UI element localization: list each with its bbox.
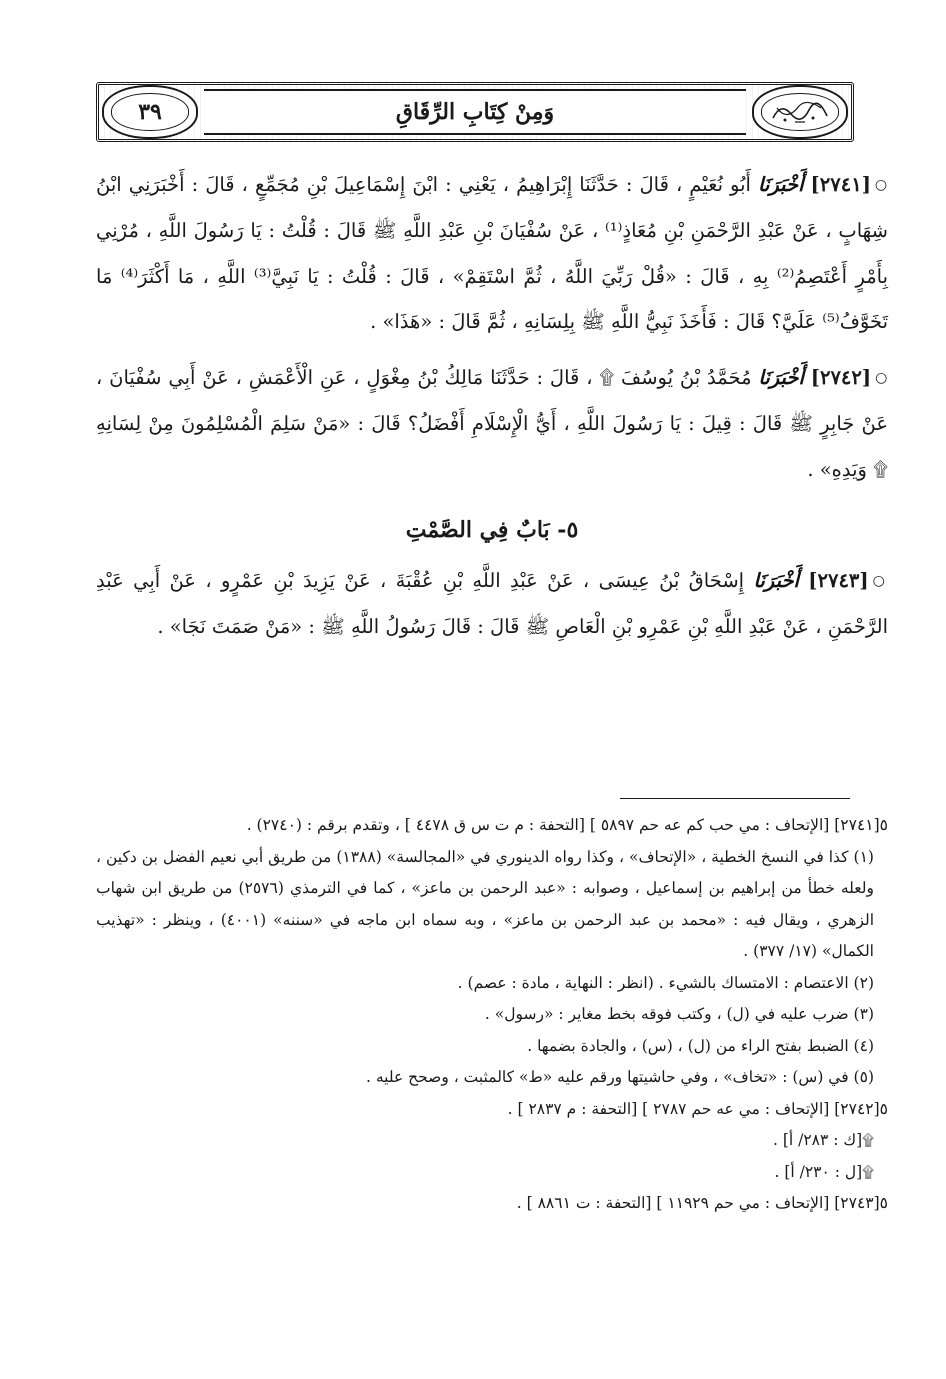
footnote-item: ٥[٢٧٤١] [الإتحاف : مي حب كم عه حم ٥٨٩٧ ] [التحفة : م ت س ق ٤٤٧٨ ] ، وتقدم برقم : (٢٧٤٠) . <box>246 816 888 834</box>
hadith-number: [٢٧٤٣] <box>808 569 869 592</box>
hadith-text: أَبُو نُعَيْمٍ ، قَالَ : حَدَّثَنَا إِبْرَاهِيمُ ، يَعْنِي : ابْنَ إِسْمَاعِيلَ بْنِ مُجَمِّعٍ ، قَالَ : أَخْبَرَنِي ابْنُ شِهَابٍ ، عَنْ عَبْدِ الرَّحْمَنِ بْنِ مُعَاذٍ⁽¹⁾ ، عَنْ سُفْيَانَ بْنِ عَبْدِ اللَّهِ ﷺ قَالَ : قُلْتُ : يَا رَسُولَ اللَّهِ ، مُرْنِي بِأَمْرٍ أَعْتَصِمُ⁽²⁾ بِهِ ، قَالَ : «قُلْ رَبِّيَ اللَّهُ ، ثُمَّ اسْتَقِمْ» ، قَالَ : قُلْتُ : يَا نَبِيَّ⁽³⁾ اللَّهِ ، مَا أَكْثَرَ⁽⁴⁾ مَا تَخَوَّفُ⁽⁵⁾ عَلَيَّ؟ قَالَ : فَأَخَذَ نَبِيُّ اللَّهِ ﷺ بِلِسَانِهِ ، ثُمَّ قَالَ : «هَذَا» . <box>96 173 889 334</box>
chapter-heading: ٥- بَابٌ فِي الصَّمْتِ <box>405 517 579 543</box>
main-text <box>96 162 888 650</box>
footnote-separator <box>620 798 850 799</box>
bullet-icon: ○ <box>875 369 888 386</box>
header-title-band <box>204 89 746 135</box>
seal-medallion <box>752 85 848 139</box>
hadith-lead: أَخْبَرَنَا <box>758 173 804 196</box>
calligraphy-seal-icon <box>765 96 835 128</box>
footnote-item: ۩[ل : ٢٣٠/ أ] . <box>774 1162 874 1181</box>
page-number-medallion <box>102 85 198 139</box>
hadith-2741 <box>96 162 888 345</box>
hadith-lead: أَخْبَرَنَا <box>753 569 799 592</box>
footnote-item: (٥) في (س) : «تخاف» ، وفي حاشيتها ورقم عليه «ط» كالمثبت ، وصحح عليه . <box>366 1068 874 1086</box>
footnote-item: (٣) ضرب عليه في (ل) ، وكتب فوقه بخط مغاير : «رسول» . <box>484 1005 874 1023</box>
hadith-number: [٢٧٤١] <box>810 173 871 196</box>
bullet-icon: ○ <box>874 176 888 193</box>
footnotes <box>96 810 888 1220</box>
hadith-text: إِسْحَاقُ بْنُ عِيسَى ، عَنْ عَبْدِ اللَّهِ بْنِ عُقْبَةَ ، عَنْ يَزِيدَ بْنِ عَمْرٍو ، عَنْ أَبِي عَبْدِ الرَّحْمَنِ ، عَنْ عَبْدِ اللَّهِ بْنِ عَمْرِو بْنِ الْعَاصِ ﷺ قَالَ : قَالَ رَسُولُ اللَّهِ ﷺ : «مَنْ صَمَتَ نَجَا» . <box>96 569 888 639</box>
bullet-icon: ○ <box>872 572 888 589</box>
footnote-item: (٢) الاعتصام : الامتساك بالشيء . (انظر : النهاية ، مادة : عصم) . <box>457 973 874 992</box>
footnote-item: (١) كذا في النسخ الخطية ، «الإتحاف» ، وكذا رواه الدينوري في «المجالسة» (١٣٨٨) من طريق أبي نعيم الفضل بن دكين ، ولعله خطأ من إبراهيم بن إسماعيل ، وصوابه : «عبد الرحمن بن ماعز» ، كما في الترمذي (٢٥٧٦) من طريق ابن شهاب الزهري ، ويقال فيه : «محمد بن عبد الرحمن بن ماعز» ، وبه سماه ابن ماجه في «سننه» (٤٠٠١) ، وينظر : «تهذيب الكمال» (١٧/ ٣٧٧) . <box>96 847 874 960</box>
running-title: وَمِنْ كِتَابِ الرِّقَاقِ <box>395 99 555 125</box>
hadith-text: مُحَمَّدُ بْنُ يُوسُفَ ۩ ، قَالَ : حَدَّثَنَا مَالِكُ بْنُ مِغْوَلٍ ، عَنِ الْأَعْمَشِ ، عَنْ أَبِي سُفْيَانَ ، عَنْ جَابِرٍ ﷺ قَالَ : قِيلَ : يَا رَسُولَ اللَّهِ ، أَيُّ الْإِسْلَامِ أَفْضَلُ؟ قَالَ : «مَنْ سَلِمَ الْمُسْلِمُونَ مِنْ لِسَانِهِ ۩ وَيَدِهِ» . <box>96 365 888 481</box>
hadith-2742 <box>96 355 888 492</box>
footnote-item: ۩[ك : ٢٨٣/ أ] . <box>772 1131 874 1149</box>
hadith-2743 <box>96 558 888 650</box>
footnote-item: ٥[٢٧٤٢] [الإتحاف : مي عه حم ٢٧٨٧ ] [التحفة : م ٢٨٣٧ ] . <box>507 1099 888 1118</box>
page-header <box>96 82 854 142</box>
footnote-item: (٤) الضبط بفتح الراء من (ل) ، (س) ، والجادة بضمها . <box>527 1036 874 1055</box>
hadith-lead: أَخْبَرَنَا <box>758 365 804 389</box>
hadith-number: [٢٧٤٢] <box>810 365 872 389</box>
page-number: ٣٩ <box>138 99 162 125</box>
footnote-item: ٥[٢٧٤٣] [الإتحاف : مي حم ١١٩٢٩ ] [التحفة : ت ٨٨٦١ ] . <box>516 1194 888 1212</box>
